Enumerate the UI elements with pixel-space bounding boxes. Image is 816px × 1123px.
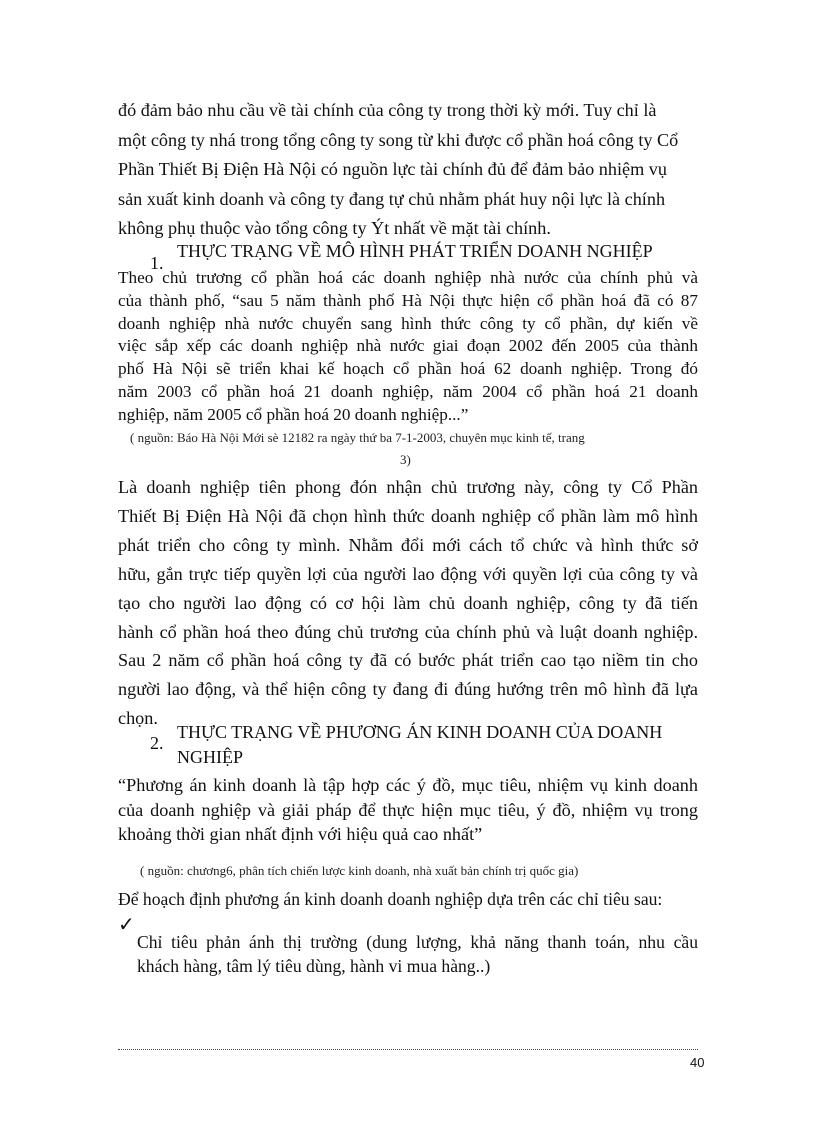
text-line: của doanh nghiệp và giải pháp để thực hiện mục tiêu, ý đồ, nhiệm vụ trong [118,799,698,820]
text-line: phát triển cho công ty mình. Nhằm đổi mới cách tổ chức và hình thức sở [118,534,698,555]
text-line: sản xuất kinh doanh và công ty đang tự chủ nhằm phát huy nội lực là chính [118,188,666,209]
text-line: không phụ thuộc vào tổng công ty Ýt nhất về mặt tài chính. [118,218,551,238]
text-line: năm 2003 cổ phần hoá 21 doanh nghiệp, năm 2004 cổ phần hoá 21 doanh [118,381,698,401]
paragraph-policy-quote [118,267,698,427]
text-line: Là doanh nghiệp tiên phong đón nhận chủ trương này, công ty Cổ Phần [118,477,698,497]
bullet-item-market-criteria [137,930,698,978]
text-line: một công ty nhá trong tổng công ty song từ khi được cổ phần hoá công ty Cổ [118,129,679,150]
text-line: của thành phố, “sau 5 năm thành phố Hà Nội thực hiện cổ phần hoá đã có 87 [118,290,698,310]
text-line: phố Hà Nội sẽ triển khai kế hoạch cổ phần hoá 62 doanh nghiệp. Trong đó [118,359,698,379]
text-line: người lao động, và thể hiện công ty đang đi đúng hướng trên mô hình đã lựa [118,679,698,700]
text-line: khoảng thời gian nhất định với hiệu quả cao nhất” [118,824,483,844]
paragraph-pioneer-company [118,473,698,733]
heading-2-title-continued: NGHIỆP [177,747,243,767]
source-citation-1-continued: 3) [400,452,411,467]
text-line: Theo chủ trương cổ phần hoá các doanh nghiệp nhà nước của chính phủ và [118,268,698,287]
text-line: việc sắp xếp các doanh nghiệp nhà nước giai đoạn 2002 đến 2005 của thành [118,336,698,356]
footer-divider [118,1049,698,1050]
heading-1-title: THỰC TRẠNG VỀ MÔ HÌNH PHÁT TRIỂN DOANH NGHIỆP [177,241,653,261]
text-line: hành cổ phần hoá theo đúng chủ trương của chính phủ và luật doanh nghiệp. [118,621,698,642]
text-line: Sau 2 năm cổ phần hoá công ty đã có bước phát triển cao tạo niềm tin cho [118,650,698,671]
text-line: Chỉ tiêu phản ánh thị trường (dung lượng, khả năng thanh toán, nhu cầu [137,931,698,952]
text-line: nghiệp, năm 2005 cổ phần hoá 20 doanh nghiệp...” [118,404,469,424]
text-line: đó đảm bảo nhu cầu về tài chính của công ty trong thời kỳ mới. Tuy chỉ là [118,100,657,120]
paragraph-criteria-intro: Để hoạch định phương án kinh doanh doanh nghiệp dựa trên các chỉ tiêu sau: [118,889,663,909]
checkmark-icon: ✓ [118,914,135,936]
paragraph-financial-autonomy [118,96,698,244]
heading-2-number: 2. [150,733,164,753]
text-line: khách hàng, tâm lý tiêu dùng, hành vi mua hàng..) [137,955,491,976]
text-line: chọn. [118,708,158,729]
heading-2-title: THỰC TRẠNG VỀ PHƯƠNG ÁN KINH DOANH CỦA DOANH [177,722,663,742]
source-citation-2: ( nguồn: chương6, phân tích chiến lược kinh doanh, nhà xuất bản chính trị quốc gia) [140,863,579,878]
page-number: 40 [690,1055,705,1070]
text-line: tạo cho người lao động có cơ hội làm chủ doanh nghiệp, công ty đã tiến [118,592,698,613]
text-line: hữu, gắn trực tiếp quyền lợi của người lao động với quyền lợi của công ty và [118,563,698,584]
heading-1-number: 1. [150,253,164,273]
paragraph-business-plan-definition [118,773,698,847]
text-line: Phần Thiết Bị Điện Hà Nội có nguồn lực tài chính đủ để đảm bảo nhiệm vụ [118,159,667,179]
text-line: “Phương án kinh doanh là tập hợp các ý đồ, mục tiêu, nhiệm vụ kinh doanh [118,775,698,795]
text-line: doanh nghiệp nhà nước chuyển sang hình thức công ty cổ phần, dự kiến về [118,313,698,333]
text-line: Thiết Bị Điện Hà Nội đã chọn hình thức doanh nghiệp cổ phần làm mô hình [118,505,698,526]
source-citation-1: ( nguồn: Báo Hà Nội Mới sè 12182 ra ngày thứ ba 7-1-2003, chuyên mục kinh tế, trang [130,430,585,445]
